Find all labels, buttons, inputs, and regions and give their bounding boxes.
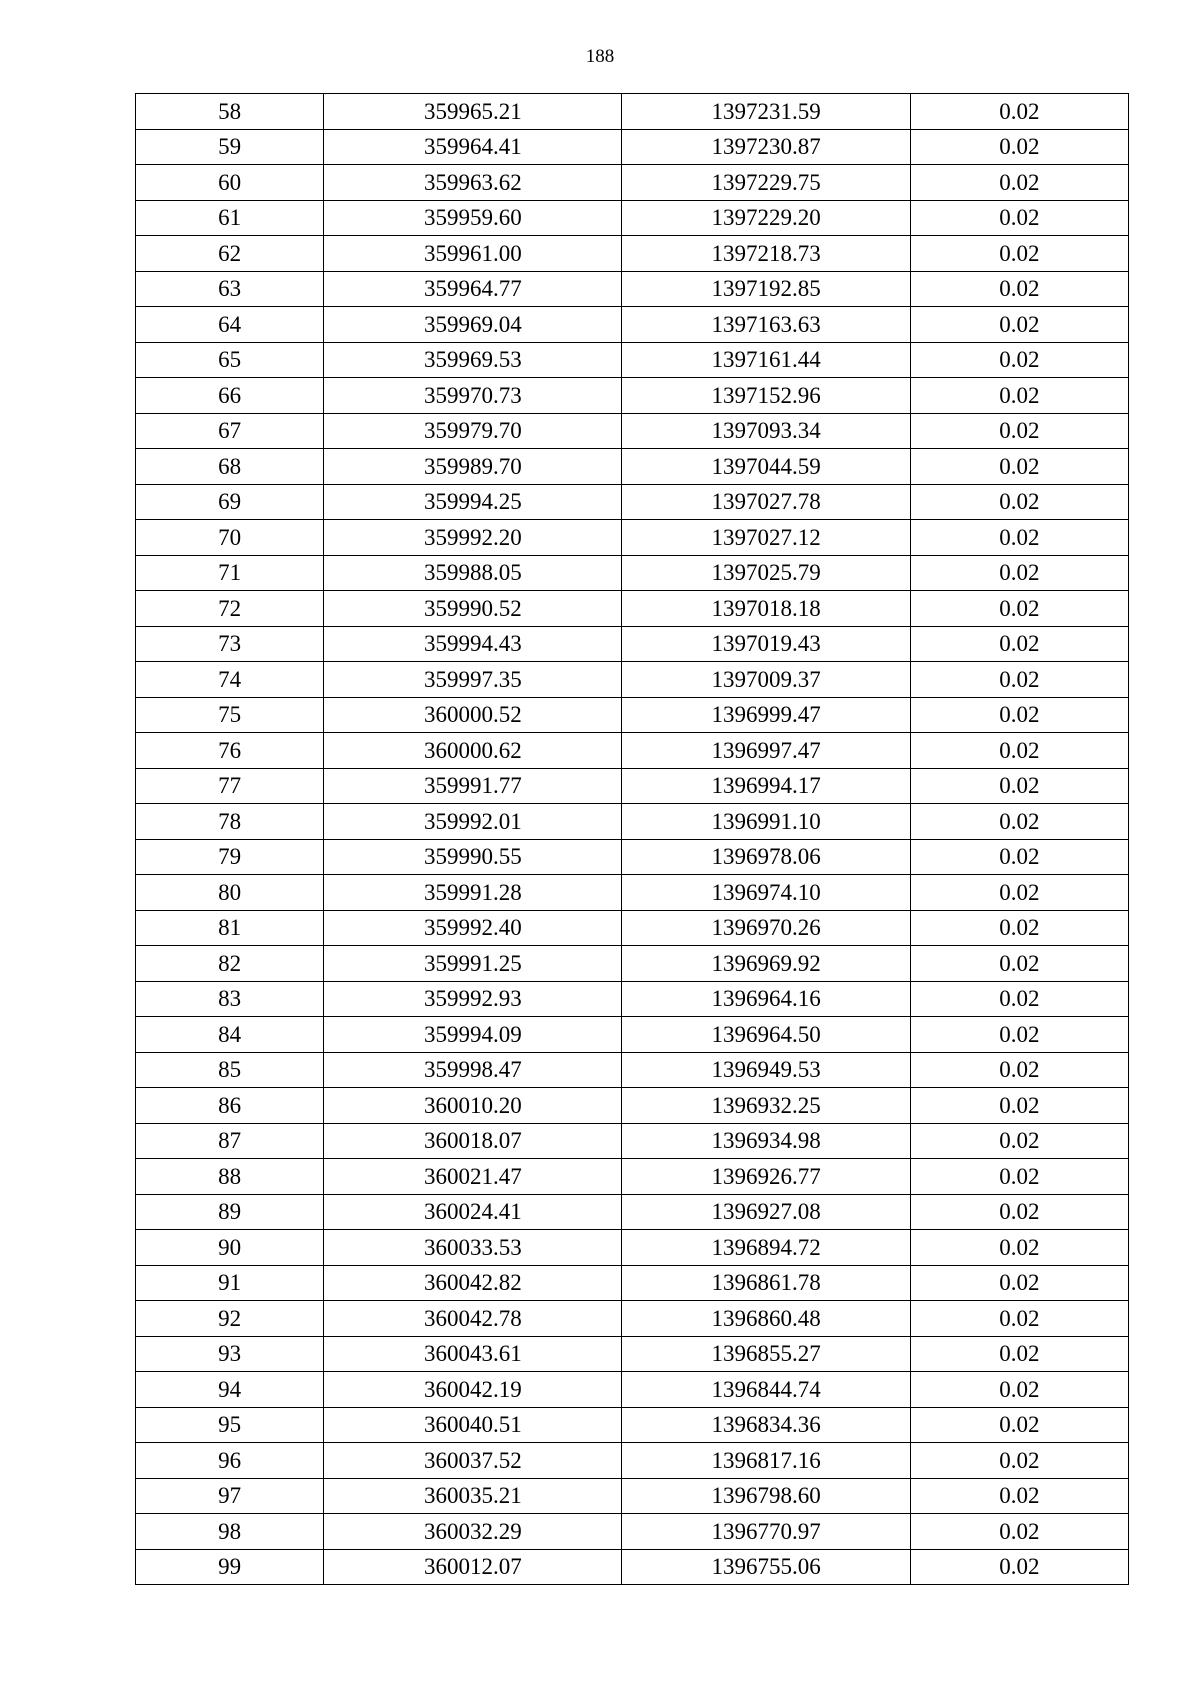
x-coordinate-cell: 360033.53 bbox=[324, 1230, 622, 1266]
x-coordinate-cell: 359994.43 bbox=[324, 626, 622, 662]
y-coordinate-cell: 1396894.72 bbox=[622, 1230, 910, 1266]
y-coordinate-cell: 1396860.48 bbox=[622, 1301, 910, 1337]
x-coordinate-cell: 359989.70 bbox=[324, 449, 622, 485]
error-cell: 0.02 bbox=[910, 875, 1128, 911]
table-row bbox=[136, 413, 1129, 449]
y-coordinate-cell: 1396755.06 bbox=[622, 1549, 910, 1585]
point-number-cell: 94 bbox=[136, 1372, 324, 1408]
y-coordinate-cell: 1397152.96 bbox=[622, 378, 910, 414]
point-number-cell: 81 bbox=[136, 910, 324, 946]
error-cell: 0.02 bbox=[910, 733, 1128, 769]
x-coordinate-cell: 360000.62 bbox=[324, 733, 622, 769]
point-number-cell: 95 bbox=[136, 1407, 324, 1443]
point-number-cell: 76 bbox=[136, 733, 324, 769]
table-row bbox=[136, 1123, 1129, 1159]
error-cell: 0.02 bbox=[910, 413, 1128, 449]
y-coordinate-cell: 1397163.63 bbox=[622, 307, 910, 343]
table-row bbox=[136, 981, 1129, 1017]
table-row bbox=[136, 1088, 1129, 1124]
y-coordinate-cell: 1397231.59 bbox=[622, 94, 910, 130]
table-row bbox=[136, 1159, 1129, 1195]
point-number-cell: 75 bbox=[136, 697, 324, 733]
point-number-cell: 64 bbox=[136, 307, 324, 343]
error-cell: 0.02 bbox=[910, 626, 1128, 662]
y-coordinate-cell: 1397192.85 bbox=[622, 271, 910, 307]
y-coordinate-cell: 1396817.16 bbox=[622, 1443, 910, 1479]
y-coordinate-cell: 1397018.18 bbox=[622, 591, 910, 627]
point-number-cell: 69 bbox=[136, 484, 324, 520]
y-coordinate-cell: 1396927.08 bbox=[622, 1194, 910, 1230]
point-number-cell: 71 bbox=[136, 555, 324, 591]
point-number-cell: 66 bbox=[136, 378, 324, 414]
table-row bbox=[136, 839, 1129, 875]
y-coordinate-cell: 1397229.20 bbox=[622, 200, 910, 236]
y-coordinate-cell: 1396994.17 bbox=[622, 768, 910, 804]
point-number-cell: 97 bbox=[136, 1478, 324, 1514]
point-number-cell: 83 bbox=[136, 981, 324, 1017]
x-coordinate-cell: 359969.04 bbox=[324, 307, 622, 343]
x-coordinate-cell: 359992.20 bbox=[324, 520, 622, 556]
x-coordinate-cell: 360037.52 bbox=[324, 1443, 622, 1479]
table-row bbox=[136, 875, 1129, 911]
y-coordinate-cell: 1396770.97 bbox=[622, 1514, 910, 1550]
y-coordinate-cell: 1396969.92 bbox=[622, 946, 910, 982]
table-row bbox=[136, 449, 1129, 485]
x-coordinate-cell: 359959.60 bbox=[324, 200, 622, 236]
point-number-cell: 86 bbox=[136, 1088, 324, 1124]
error-cell: 0.02 bbox=[910, 768, 1128, 804]
y-coordinate-cell: 1396991.10 bbox=[622, 804, 910, 840]
error-cell: 0.02 bbox=[910, 520, 1128, 556]
x-coordinate-cell: 359992.40 bbox=[324, 910, 622, 946]
error-cell: 0.02 bbox=[910, 1159, 1128, 1195]
error-cell: 0.02 bbox=[910, 94, 1128, 130]
x-coordinate-cell: 359991.77 bbox=[324, 768, 622, 804]
x-coordinate-cell: 360042.82 bbox=[324, 1265, 622, 1301]
point-number-cell: 92 bbox=[136, 1301, 324, 1337]
point-number-cell: 90 bbox=[136, 1230, 324, 1266]
x-coordinate-cell: 359992.01 bbox=[324, 804, 622, 840]
point-number-cell: 70 bbox=[136, 520, 324, 556]
table-row bbox=[136, 946, 1129, 982]
error-cell: 0.02 bbox=[910, 1549, 1128, 1585]
x-coordinate-cell: 359998.47 bbox=[324, 1052, 622, 1088]
point-number-cell: 62 bbox=[136, 236, 324, 272]
table-row bbox=[136, 1478, 1129, 1514]
x-coordinate-cell: 359970.73 bbox=[324, 378, 622, 414]
coordinates-table bbox=[135, 93, 1129, 1585]
table-row bbox=[136, 662, 1129, 698]
point-number-cell: 73 bbox=[136, 626, 324, 662]
y-coordinate-cell: 1396970.26 bbox=[622, 910, 910, 946]
point-number-cell: 96 bbox=[136, 1443, 324, 1479]
error-cell: 0.02 bbox=[910, 591, 1128, 627]
y-coordinate-cell: 1397229.75 bbox=[622, 165, 910, 201]
x-coordinate-cell: 360042.78 bbox=[324, 1301, 622, 1337]
error-cell: 0.02 bbox=[910, 839, 1128, 875]
x-coordinate-cell: 360021.47 bbox=[324, 1159, 622, 1195]
point-number-cell: 78 bbox=[136, 804, 324, 840]
error-cell: 0.02 bbox=[910, 910, 1128, 946]
y-coordinate-cell: 1396932.25 bbox=[622, 1088, 910, 1124]
table-row bbox=[136, 626, 1129, 662]
table-row bbox=[136, 910, 1129, 946]
x-coordinate-cell: 359991.28 bbox=[324, 875, 622, 911]
x-coordinate-cell: 360018.07 bbox=[324, 1123, 622, 1159]
error-cell: 0.02 bbox=[910, 307, 1128, 343]
y-coordinate-cell: 1397093.34 bbox=[622, 413, 910, 449]
table-row bbox=[136, 271, 1129, 307]
table-row bbox=[136, 307, 1129, 343]
y-coordinate-cell: 1397218.73 bbox=[622, 236, 910, 272]
table-row bbox=[136, 1514, 1129, 1550]
error-cell: 0.02 bbox=[910, 378, 1128, 414]
table-row bbox=[136, 733, 1129, 769]
page-number: 188 bbox=[585, 46, 615, 67]
table-row bbox=[136, 129, 1129, 165]
x-coordinate-cell: 359988.05 bbox=[324, 555, 622, 591]
table-row bbox=[136, 200, 1129, 236]
error-cell: 0.02 bbox=[910, 1478, 1128, 1514]
y-coordinate-cell: 1396861.78 bbox=[622, 1265, 910, 1301]
x-coordinate-cell: 360040.51 bbox=[324, 1407, 622, 1443]
point-number-cell: 89 bbox=[136, 1194, 324, 1230]
error-cell: 0.02 bbox=[910, 1514, 1128, 1550]
point-number-cell: 98 bbox=[136, 1514, 324, 1550]
y-coordinate-cell: 1396997.47 bbox=[622, 733, 910, 769]
error-cell: 0.02 bbox=[910, 1052, 1128, 1088]
x-coordinate-cell: 359994.09 bbox=[324, 1017, 622, 1053]
table-body bbox=[136, 94, 1129, 1585]
y-coordinate-cell: 1396978.06 bbox=[622, 839, 910, 875]
table-row bbox=[136, 1230, 1129, 1266]
y-coordinate-cell: 1396934.98 bbox=[622, 1123, 910, 1159]
x-coordinate-cell: 360000.52 bbox=[324, 697, 622, 733]
y-coordinate-cell: 1396798.60 bbox=[622, 1478, 910, 1514]
table-row bbox=[136, 768, 1129, 804]
point-number-cell: 88 bbox=[136, 1159, 324, 1195]
error-cell: 0.02 bbox=[910, 981, 1128, 1017]
error-cell: 0.02 bbox=[910, 1372, 1128, 1408]
y-coordinate-cell: 1396844.74 bbox=[622, 1372, 910, 1408]
y-coordinate-cell: 1396964.16 bbox=[622, 981, 910, 1017]
point-number-cell: 91 bbox=[136, 1265, 324, 1301]
y-coordinate-cell: 1397025.79 bbox=[622, 555, 910, 591]
error-cell: 0.02 bbox=[910, 697, 1128, 733]
table-row bbox=[136, 804, 1129, 840]
y-coordinate-cell: 1397230.87 bbox=[622, 129, 910, 165]
x-coordinate-cell: 360024.41 bbox=[324, 1194, 622, 1230]
x-coordinate-cell: 360010.20 bbox=[324, 1088, 622, 1124]
y-coordinate-cell: 1396926.77 bbox=[622, 1159, 910, 1195]
x-coordinate-cell: 360032.29 bbox=[324, 1514, 622, 1550]
table-row bbox=[136, 1372, 1129, 1408]
y-coordinate-cell: 1397044.59 bbox=[622, 449, 910, 485]
x-coordinate-cell: 360043.61 bbox=[324, 1336, 622, 1372]
table-row bbox=[136, 236, 1129, 272]
error-cell: 0.02 bbox=[910, 271, 1128, 307]
y-coordinate-cell: 1396855.27 bbox=[622, 1336, 910, 1372]
table-row bbox=[136, 1336, 1129, 1372]
table-row bbox=[136, 165, 1129, 201]
error-cell: 0.02 bbox=[910, 129, 1128, 165]
x-coordinate-cell: 359961.00 bbox=[324, 236, 622, 272]
point-number-cell: 67 bbox=[136, 413, 324, 449]
table-row bbox=[136, 1265, 1129, 1301]
error-cell: 0.02 bbox=[910, 484, 1128, 520]
x-coordinate-cell: 359997.35 bbox=[324, 662, 622, 698]
y-coordinate-cell: 1397009.37 bbox=[622, 662, 910, 698]
point-number-cell: 65 bbox=[136, 342, 324, 378]
x-coordinate-cell: 359964.77 bbox=[324, 271, 622, 307]
error-cell: 0.02 bbox=[910, 662, 1128, 698]
error-cell: 0.02 bbox=[910, 1301, 1128, 1337]
point-number-cell: 63 bbox=[136, 271, 324, 307]
x-coordinate-cell: 359965.21 bbox=[324, 94, 622, 130]
y-coordinate-cell: 1397027.12 bbox=[622, 520, 910, 556]
x-coordinate-cell: 359964.41 bbox=[324, 129, 622, 165]
point-number-cell: 60 bbox=[136, 165, 324, 201]
table-row bbox=[136, 1407, 1129, 1443]
y-coordinate-cell: 1397161.44 bbox=[622, 342, 910, 378]
x-coordinate-cell: 359979.70 bbox=[324, 413, 622, 449]
table-row bbox=[136, 520, 1129, 556]
point-number-cell: 58 bbox=[136, 94, 324, 130]
point-number-cell: 87 bbox=[136, 1123, 324, 1159]
point-number-cell: 85 bbox=[136, 1052, 324, 1088]
y-coordinate-cell: 1396949.53 bbox=[622, 1052, 910, 1088]
point-number-cell: 79 bbox=[136, 839, 324, 875]
error-cell: 0.02 bbox=[910, 804, 1128, 840]
x-coordinate-cell: 359969.53 bbox=[324, 342, 622, 378]
point-number-cell: 61 bbox=[136, 200, 324, 236]
point-number-cell: 72 bbox=[136, 591, 324, 627]
x-coordinate-cell: 360042.19 bbox=[324, 1372, 622, 1408]
table-row bbox=[136, 555, 1129, 591]
x-coordinate-cell: 359963.62 bbox=[324, 165, 622, 201]
error-cell: 0.02 bbox=[910, 946, 1128, 982]
table-row bbox=[136, 1194, 1129, 1230]
table-row bbox=[136, 484, 1129, 520]
point-number-cell: 80 bbox=[136, 875, 324, 911]
y-coordinate-cell: 1396974.10 bbox=[622, 875, 910, 911]
point-number-cell: 77 bbox=[136, 768, 324, 804]
x-coordinate-cell: 359990.55 bbox=[324, 839, 622, 875]
point-number-cell: 59 bbox=[136, 129, 324, 165]
error-cell: 0.02 bbox=[910, 1088, 1128, 1124]
x-coordinate-cell: 360035.21 bbox=[324, 1478, 622, 1514]
point-number-cell: 82 bbox=[136, 946, 324, 982]
table-row bbox=[136, 1052, 1129, 1088]
x-coordinate-cell: 359990.52 bbox=[324, 591, 622, 627]
point-number-cell: 84 bbox=[136, 1017, 324, 1053]
y-coordinate-cell: 1397027.78 bbox=[622, 484, 910, 520]
table-row bbox=[136, 697, 1129, 733]
point-number-cell: 68 bbox=[136, 449, 324, 485]
error-cell: 0.02 bbox=[910, 555, 1128, 591]
table-row bbox=[136, 1301, 1129, 1337]
error-cell: 0.02 bbox=[910, 1017, 1128, 1053]
error-cell: 0.02 bbox=[910, 236, 1128, 272]
error-cell: 0.02 bbox=[910, 1336, 1128, 1372]
error-cell: 0.02 bbox=[910, 1443, 1128, 1479]
y-coordinate-cell: 1397019.43 bbox=[622, 626, 910, 662]
table-row bbox=[136, 591, 1129, 627]
error-cell: 0.02 bbox=[910, 1265, 1128, 1301]
error-cell: 0.02 bbox=[910, 1123, 1128, 1159]
y-coordinate-cell: 1396964.50 bbox=[622, 1017, 910, 1053]
point-number-cell: 74 bbox=[136, 662, 324, 698]
table-row bbox=[136, 342, 1129, 378]
error-cell: 0.02 bbox=[910, 165, 1128, 201]
x-coordinate-cell: 359991.25 bbox=[324, 946, 622, 982]
x-coordinate-cell: 359992.93 bbox=[324, 981, 622, 1017]
point-number-cell: 99 bbox=[136, 1549, 324, 1585]
table-row bbox=[136, 1017, 1129, 1053]
x-coordinate-cell: 359994.25 bbox=[324, 484, 622, 520]
x-coordinate-cell: 360012.07 bbox=[324, 1549, 622, 1585]
point-number-cell: 93 bbox=[136, 1336, 324, 1372]
error-cell: 0.02 bbox=[910, 1407, 1128, 1443]
table-row bbox=[136, 1443, 1129, 1479]
error-cell: 0.02 bbox=[910, 1194, 1128, 1230]
error-cell: 0.02 bbox=[910, 342, 1128, 378]
y-coordinate-cell: 1396999.47 bbox=[622, 697, 910, 733]
error-cell: 0.02 bbox=[910, 449, 1128, 485]
table-row bbox=[136, 378, 1129, 414]
table-row bbox=[136, 94, 1129, 130]
error-cell: 0.02 bbox=[910, 1230, 1128, 1266]
table-row bbox=[136, 1549, 1129, 1585]
y-coordinate-cell: 1396834.36 bbox=[622, 1407, 910, 1443]
error-cell: 0.02 bbox=[910, 200, 1128, 236]
